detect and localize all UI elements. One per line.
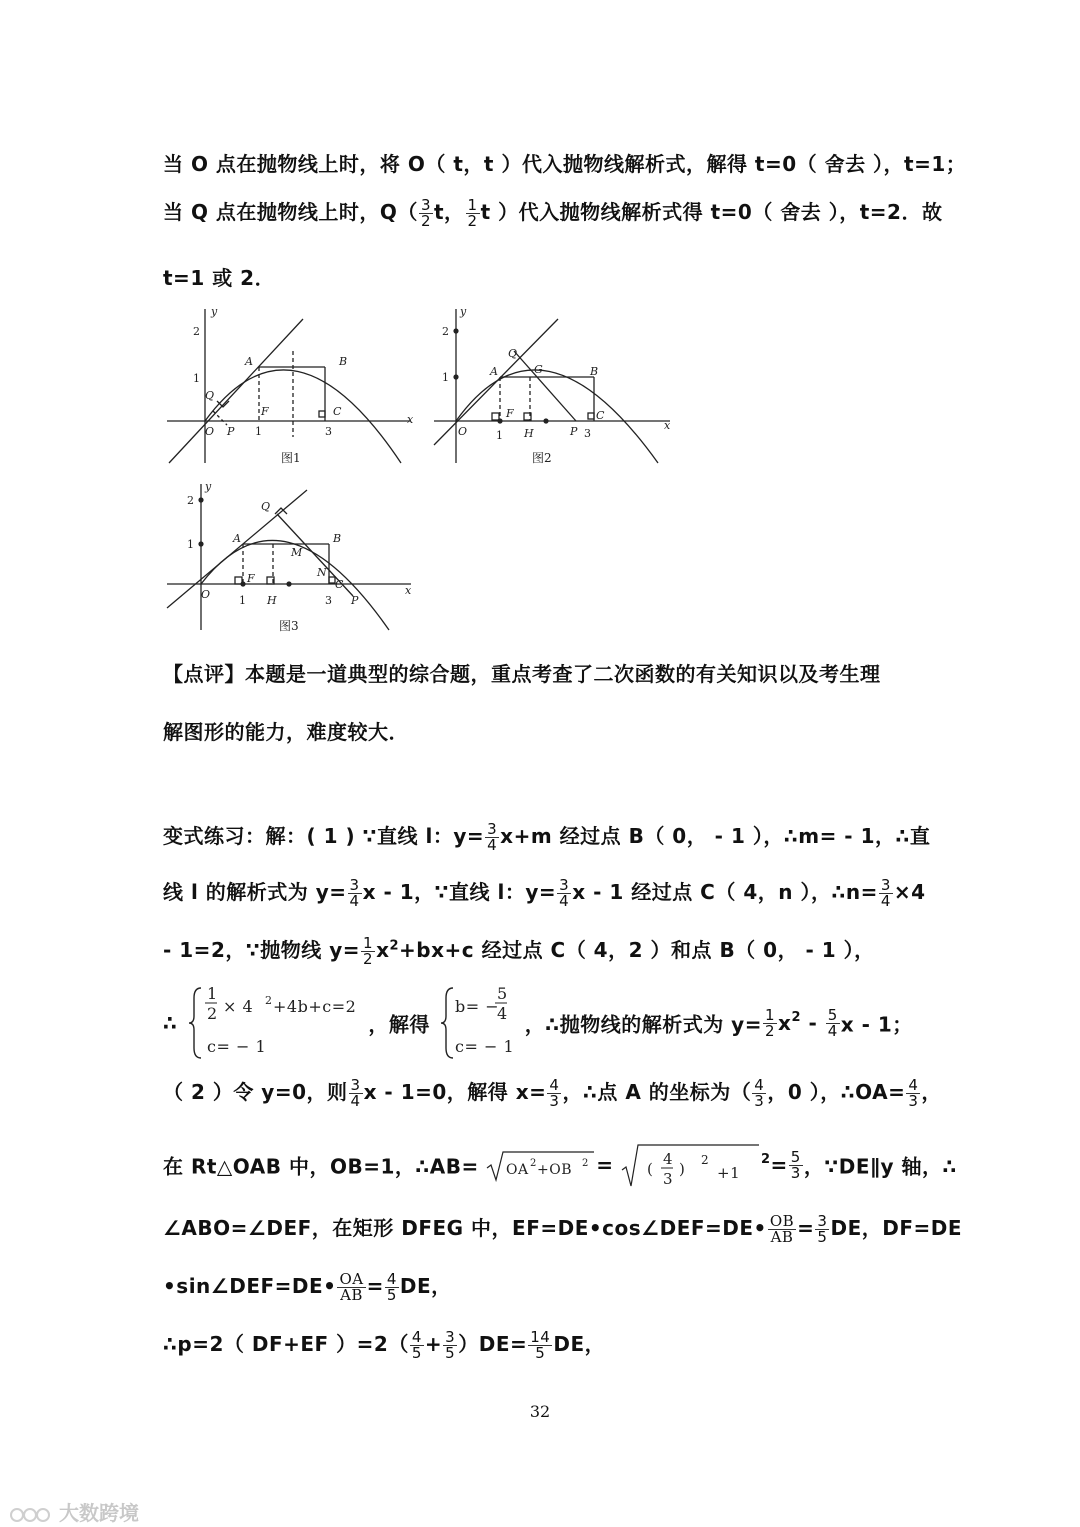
v9-d: DE， xyxy=(553,1332,606,1356)
v2-b: x - 1，∵直线 l：y= xyxy=(362,880,557,904)
svg-text:(: ( xyxy=(646,1160,654,1178)
frac-num: OB xyxy=(769,1212,795,1230)
sqrt1-exp2: 2 xyxy=(582,1158,590,1169)
label-A: A xyxy=(490,365,498,378)
sys1-line2: c= − 1 xyxy=(206,1037,267,1056)
frac-num: 4 xyxy=(386,1270,397,1288)
v7-b: = xyxy=(797,1216,815,1240)
figure-2-caption: 图2 xyxy=(532,451,552,465)
frac-den: 4 xyxy=(349,892,360,910)
frac-den: 5 xyxy=(817,1228,828,1246)
label-x: x xyxy=(407,413,414,426)
frac-den: 2 xyxy=(467,212,478,230)
point-y2 xyxy=(453,328,458,333)
point-x xyxy=(543,418,548,423)
label-Q: Q xyxy=(261,500,271,513)
sqrt2-plus1: +1 xyxy=(716,1164,741,1182)
sqrt-1-graphic xyxy=(486,1148,596,1182)
fraction-4-3 xyxy=(906,1078,920,1109)
frac-den: 5 xyxy=(386,1286,397,1304)
label-G: G xyxy=(534,363,543,376)
frac-num: 5 xyxy=(827,1005,838,1024)
fraction-oa-ab xyxy=(337,1272,365,1303)
label-H: H xyxy=(524,427,534,440)
frac-den: 3 xyxy=(549,1092,560,1110)
frac-num: 5 xyxy=(790,1147,801,1166)
equation-system-2 xyxy=(437,986,517,1060)
v6-a: 在 Rt△OAB 中，OB=1，∴AB= xyxy=(163,1154,479,1179)
label-B: B xyxy=(339,355,348,368)
fraction-1-2 xyxy=(361,936,375,967)
figure-1-caption: 图1 xyxy=(281,451,301,465)
v5-b: x - 1=0，解得 x= xyxy=(363,1080,547,1104)
exponent: 2 xyxy=(791,1009,801,1025)
frac-den: 2 xyxy=(764,1021,776,1040)
frac-num: 1 xyxy=(764,1005,776,1024)
sys1-rest: +4b+c=2 xyxy=(272,997,357,1016)
frac-num: 3 xyxy=(559,876,570,894)
tick-3: 3 xyxy=(325,425,332,438)
v8-a: •sin∠DEF=DE• xyxy=(163,1274,337,1298)
v4-a: ∴ xyxy=(163,1011,178,1035)
label-y: y xyxy=(211,305,218,318)
fraction-3-4 xyxy=(879,878,893,909)
label-P: P xyxy=(227,425,235,438)
v5-d: ，0 ），∴OA= xyxy=(767,1080,906,1104)
label-H: H xyxy=(267,594,277,607)
fraction-3-4 xyxy=(485,822,499,853)
tick-y1: 1 xyxy=(187,538,194,551)
fraction-1-2 xyxy=(466,198,480,229)
fraction-3-5 xyxy=(443,1330,457,1361)
tick-y1: 1 xyxy=(442,371,449,384)
v4-d: x xyxy=(778,1011,792,1035)
watermark xyxy=(8,1497,139,1526)
tick-1: 1 xyxy=(255,425,262,438)
frac-den: AB xyxy=(340,1286,363,1304)
point-y1 xyxy=(453,374,458,379)
label-A: A xyxy=(233,532,241,545)
frac-num: 4 xyxy=(411,1328,422,1346)
label-A: A xyxy=(245,355,253,368)
variant-line-7 xyxy=(163,1212,962,1245)
fraction-14-5 xyxy=(528,1330,552,1361)
label-F: F xyxy=(261,405,269,418)
frac-den: AB xyxy=(770,1228,794,1246)
line-2-b: t， xyxy=(433,200,465,224)
line-2 xyxy=(163,196,942,229)
point-x xyxy=(286,581,291,586)
fraction-3-4 xyxy=(348,878,362,909)
fraction-3-5 xyxy=(815,1214,829,1245)
tick-3: 3 xyxy=(584,427,591,440)
frac-den: 5 xyxy=(445,1344,456,1362)
label-Q: Q xyxy=(508,347,518,360)
fraction-3-2 xyxy=(419,198,433,229)
v9-b: + xyxy=(424,1332,443,1356)
frac-den: 2 xyxy=(420,212,431,230)
v9-c: ）DE= xyxy=(458,1332,528,1356)
tick-1: 1 xyxy=(496,429,503,442)
label-x: x xyxy=(664,419,671,432)
v1-a: 变式练习：解：( 1 ) ∵直线 l：y= xyxy=(163,824,485,848)
frac-den: 4 xyxy=(487,836,498,854)
variant-line-1 xyxy=(163,820,930,853)
v4-f: x - 1； xyxy=(840,1012,913,1037)
sqrt1-oa: OA xyxy=(506,1162,529,1178)
frac-num: 3 xyxy=(420,196,431,214)
frac-num: 4 xyxy=(549,1076,560,1094)
label-y: y xyxy=(460,305,467,318)
frac-den: 4 xyxy=(559,892,570,910)
equation-system-1 xyxy=(185,986,361,1060)
exponent: 2 xyxy=(389,938,400,954)
figure-3-caption: 图3 xyxy=(279,619,299,633)
fraction-3-4 xyxy=(349,1078,363,1109)
v5-e: ， xyxy=(921,1080,942,1104)
fraction-5-3 xyxy=(789,1147,803,1182)
v1-b: x+m 经过点 B（ 0， - 1 ），∴m= - 1，∴直 xyxy=(500,824,931,848)
fraction-4-3 xyxy=(752,1078,766,1109)
variant-line-5 xyxy=(163,1076,942,1109)
frac-num: 14 xyxy=(530,1328,551,1346)
tick-y2: 2 xyxy=(193,325,200,338)
sys2-den: 4 xyxy=(497,1004,509,1023)
v3-a: - 1=2，∵抛物线 y= xyxy=(163,938,361,962)
frac-num: 3 xyxy=(880,876,891,894)
sys1-den: 2 xyxy=(206,1004,218,1023)
label-C: C xyxy=(333,405,342,418)
v4-e: - xyxy=(800,1011,825,1035)
v9-a: ∴p=2（ DF+EF ）=2（ xyxy=(163,1332,409,1356)
label-x: x xyxy=(405,584,412,597)
frac-den: 4 xyxy=(350,1092,361,1110)
variant-line-8 xyxy=(163,1270,452,1303)
tick-3: 3 xyxy=(325,594,332,607)
variant-line-2 xyxy=(163,876,926,909)
system-1-graphic xyxy=(185,986,361,1060)
sqrt-expression-1 xyxy=(486,1148,596,1182)
v4-c: ，∴抛物线的解析式为 y= xyxy=(524,1012,762,1037)
v7-a: ∠ABO=∠DEF，在矩形 DFEG 中，EF=DE•cos∠DEF=DE• xyxy=(163,1216,767,1240)
fraction-5-4 xyxy=(826,1005,840,1040)
fraction-1-2 xyxy=(763,1005,777,1040)
label-B: B xyxy=(333,532,342,545)
label-P: P xyxy=(351,594,359,607)
fraction-4-3 xyxy=(547,1078,561,1109)
frac-num: 3 xyxy=(445,1328,456,1346)
v3-c: +bx+c 经过点 C（ 4，2 ）和点 B（ 0， - 1 ）， xyxy=(399,938,875,962)
label-O: O xyxy=(201,588,211,601)
page-number: 32 xyxy=(529,1402,551,1421)
point-x1 xyxy=(240,581,245,586)
exponent: 2 xyxy=(760,1151,771,1167)
watermark-logo-icon xyxy=(8,1504,52,1526)
label-F: F xyxy=(247,572,255,585)
sys1-exp: 2 xyxy=(264,994,273,1007)
frac-num: 1 xyxy=(467,196,478,214)
v4-b: ，解得 xyxy=(368,1012,430,1037)
figure-1 xyxy=(163,305,423,475)
review-line-1: 【点评】本题是一道典型的综合题，重点考查了二次函数的有关知识以及考生理 xyxy=(163,662,881,686)
figure-1-graph xyxy=(163,305,423,475)
fraction-4-5 xyxy=(385,1272,399,1303)
sqrt1-ob: +OB xyxy=(537,1162,573,1178)
frac-num: 1 xyxy=(363,934,374,952)
tick-y2: 2 xyxy=(442,325,449,338)
v8-b: = xyxy=(366,1274,384,1298)
watermark-text: 大数跨境 xyxy=(58,1501,139,1525)
frac-num: 4 xyxy=(908,1076,919,1094)
tick-1: 1 xyxy=(239,594,246,607)
point-y2 xyxy=(198,497,203,502)
figure-3 xyxy=(163,480,423,640)
variant-line-9 xyxy=(163,1328,605,1361)
figure-3-graph xyxy=(163,480,423,640)
frac-den: 2 xyxy=(363,950,374,968)
frac-num: 3 xyxy=(817,1212,828,1230)
label-B: B xyxy=(590,365,599,378)
point-x1 xyxy=(497,418,502,423)
v7-c: DE，DF=DE xyxy=(830,1216,963,1240)
system-2-graphic xyxy=(437,986,517,1060)
line-3: t=1 或 2． xyxy=(163,266,276,290)
label-N: N xyxy=(317,566,327,579)
fraction-4-5 xyxy=(410,1330,424,1361)
review-line-2: 解图形的能力，难度较大． xyxy=(163,720,409,744)
v3-b: x xyxy=(376,938,390,962)
v6-c: = xyxy=(770,1153,788,1177)
sys1-times: × 4 xyxy=(222,997,254,1016)
svg-text:): ) xyxy=(678,1160,686,1178)
variant-line-6 xyxy=(163,1142,957,1188)
frac-den: 4 xyxy=(880,892,891,910)
label-y: y xyxy=(205,480,212,493)
variant-line-3 xyxy=(163,934,875,967)
sqrt1-exp1: 2 xyxy=(530,1158,538,1169)
label-O: O xyxy=(458,425,468,438)
sys2-line2: c= − 1 xyxy=(455,1037,515,1056)
v6-b: = xyxy=(596,1153,614,1177)
frac-den: 4 xyxy=(827,1021,838,1040)
frac-num: 3 xyxy=(350,1076,361,1094)
v6-d: ，∵DE∥y 轴，∴ xyxy=(803,1154,957,1179)
variant-line-4 xyxy=(163,986,913,1062)
fraction-3-4 xyxy=(557,878,571,909)
sys2-b: b= − xyxy=(455,997,500,1016)
v2-a: 线 l 的解析式为 y= xyxy=(163,880,347,904)
frac-den: 5 xyxy=(411,1344,422,1362)
tick-y1: 1 xyxy=(193,372,200,385)
figure-2 xyxy=(430,305,680,475)
label-P: P xyxy=(570,425,578,438)
label-C: C xyxy=(596,409,605,422)
sys1-num: 1 xyxy=(206,986,218,1003)
sqrt2-den: 3 xyxy=(662,1170,674,1188)
frac-num: OA xyxy=(339,1270,364,1288)
figure-2-graph xyxy=(430,305,680,475)
frac-num: 3 xyxy=(349,876,360,894)
point-y1 xyxy=(198,541,203,546)
frac-den: 3 xyxy=(908,1092,919,1110)
frac-den: 5 xyxy=(535,1344,546,1362)
tick-y2: 2 xyxy=(187,494,194,507)
line-1: 当 O 点在抛物线上时，将 O（ t，t ）代入抛物线解析式，解得 t=0（ 舍去 ），t=1； xyxy=(163,152,967,176)
line-2-c: t ）代入抛物线解析式得 t=0（ 舍去 ），t=2．故 xyxy=(480,200,943,224)
sqrt-expression-2 xyxy=(621,1142,761,1188)
label-M: M xyxy=(291,546,303,559)
fraction-ob-ab xyxy=(768,1214,796,1245)
v5-c: ，∴点 A 的坐标为（ xyxy=(562,1080,752,1104)
frac-num: 4 xyxy=(754,1076,765,1094)
frac-num: 3 xyxy=(487,820,498,838)
frac-den: 3 xyxy=(754,1092,765,1110)
sqrt-2-graphic xyxy=(621,1142,761,1188)
frac-den: 3 xyxy=(790,1163,801,1182)
sqrt2-exp1: 2 xyxy=(700,1153,710,1167)
label-F: F xyxy=(506,407,514,420)
sys2-num: 5 xyxy=(497,986,509,1003)
label-O: O xyxy=(205,425,215,438)
v8-c: DE， xyxy=(399,1274,452,1298)
v2-d: ×4 xyxy=(893,880,926,904)
v5-a: （ 2 ）令 y=0，则 xyxy=(163,1080,348,1104)
line-2-a: 当 Q 点在抛物线上时，Q（ xyxy=(163,200,418,224)
sqrt2-num: 4 xyxy=(662,1150,674,1168)
label-Q: Q xyxy=(205,389,215,402)
label-C: C xyxy=(335,578,344,591)
v2-c: x - 1 经过点 C（ 4，n ），∴n= xyxy=(572,880,878,904)
